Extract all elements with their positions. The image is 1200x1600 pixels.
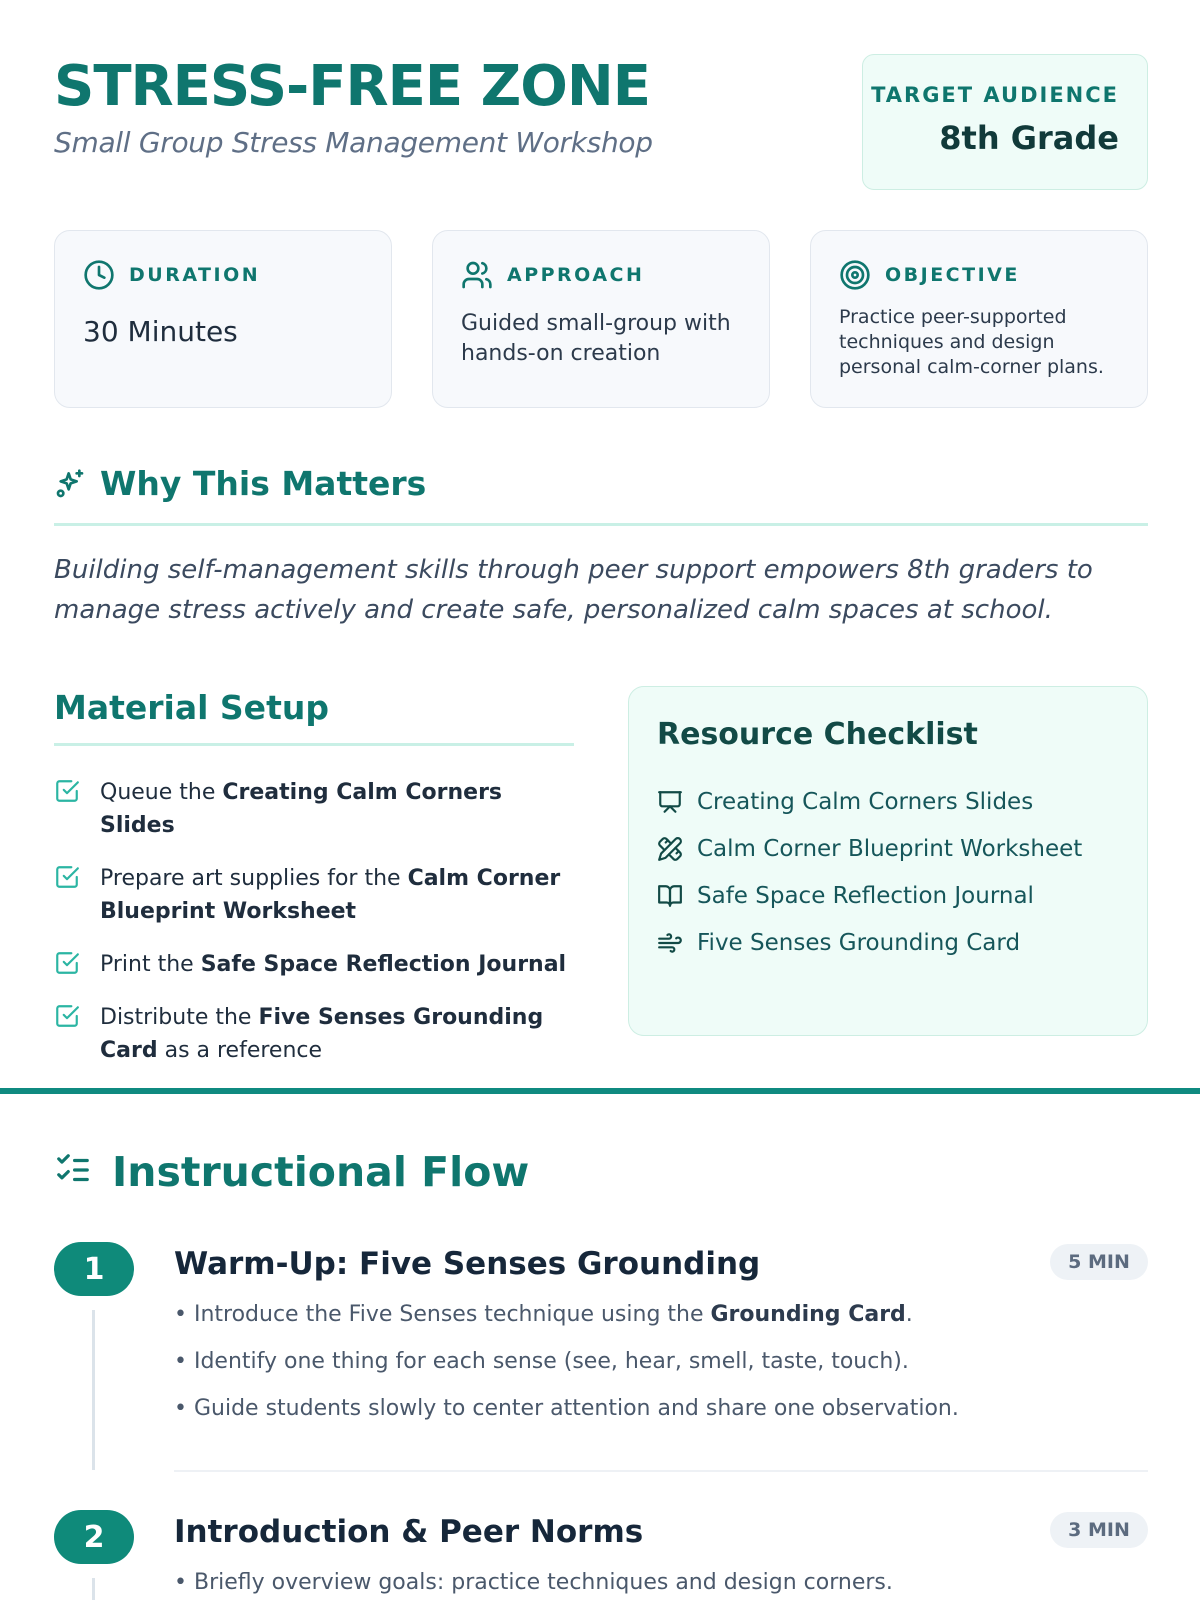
section-divider — [0, 1088, 1200, 1094]
approach-card — [432, 230, 770, 408]
list-item: Print the Safe Space Reflection Journal — [54, 948, 574, 981]
step-number-badge: 1 — [54, 1242, 134, 1296]
objective-label: OBJECTIVE — [885, 264, 1020, 286]
why-title: Why This Matters — [100, 464, 427, 503]
target-audience-value: 8th Grade — [939, 119, 1119, 157]
material-setup — [54, 688, 574, 1087]
resource-list — [657, 778, 1119, 966]
objective-value: Practice peer-supported techniques and design personal calm-corner plans. — [839, 306, 1104, 378]
flow-title: Instructional Flow — [112, 1148, 530, 1196]
duration-value: 30 Minutes — [83, 315, 238, 348]
material-title: Material Setup — [54, 688, 574, 746]
list-item: Distribute the Five Senses Grounding Card as a reference — [54, 1001, 574, 1067]
page-title: STRESS-FREE ZONE — [54, 54, 651, 119]
why-section-header — [54, 462, 1148, 526]
step-bullets — [174, 1300, 1148, 1441]
checkbox-icon — [54, 950, 80, 976]
step-connector — [92, 1310, 95, 1470]
target-icon — [839, 259, 871, 291]
checkbox-icon — [54, 864, 80, 890]
step-connector — [92, 1578, 95, 1600]
header — [54, 54, 1148, 192]
list-item: • Identify one thing for each sense (see, hear, smell, taste, touch). — [174, 1349, 909, 1374]
flow-header — [54, 1148, 529, 1196]
step-separator — [174, 1470, 1148, 1472]
objective-card — [810, 230, 1148, 408]
checkbox-icon — [54, 1003, 80, 1029]
approach-value: Guided small-group with hands-on creation — [461, 311, 731, 366]
list-item: Calm Corner Blueprint Worksheet — [657, 825, 1119, 872]
step-title: Introduction & Peer Norms — [174, 1514, 644, 1550]
users-icon — [461, 259, 493, 291]
step-number-badge: 2 — [54, 1510, 134, 1564]
step-duration-badge: 3 MIN — [1050, 1512, 1148, 1548]
list-item: • Guide students slowly to center attention and share one observation. — [174, 1396, 959, 1421]
duration-label: DURATION — [129, 264, 261, 286]
presentation-icon — [657, 789, 683, 815]
list-item: • Briefly overview goals: practice techniques and design corners. — [174, 1570, 893, 1595]
step-duration-badge: 5 MIN — [1050, 1244, 1148, 1280]
flow-step-1 — [54, 1242, 1148, 1472]
list-item: Five Senses Grounding Card — [657, 919, 1119, 966]
book-open-icon — [657, 883, 683, 909]
sparkles-icon — [54, 468, 86, 504]
list-item: • Introduce the Five Senses technique using the Grounding Card. — [174, 1302, 913, 1327]
resource-checklist — [628, 686, 1148, 1036]
info-cards — [54, 230, 1148, 408]
resource-title: Resource Checklist — [657, 717, 978, 752]
list-item: Prepare art supplies for the Calm Corner Blueprint Worksheet — [54, 862, 574, 928]
page-subtitle: Small Group Stress Management Workshop — [54, 126, 653, 159]
list-item: Queue the Creating Calm Corners Slides — [54, 776, 574, 842]
clock-icon — [83, 259, 115, 291]
approach-label: APPROACH — [507, 264, 645, 286]
checkbox-icon — [54, 778, 80, 804]
target-audience-box — [862, 54, 1148, 190]
list-item: Creating Calm Corners Slides — [657, 778, 1119, 825]
list-item: Safe Space Reflection Journal — [657, 872, 1119, 919]
pencil-ruler-icon — [657, 836, 683, 862]
flow-step-2 — [54, 1510, 1148, 1600]
duration-card — [54, 230, 392, 408]
target-audience-label: TARGET AUDIENCE — [871, 83, 1119, 107]
step-bullets — [174, 1568, 1148, 1600]
list-checks-icon — [54, 1151, 92, 1193]
wind-icon — [657, 930, 683, 956]
why-text: Building self-management skills through peer support empowers 8th graders to manage stress actively and create safe, personalized calm spaces at school. — [54, 555, 1093, 625]
step-title: Warm-Up: Five Senses Grounding — [174, 1246, 761, 1282]
material-list — [54, 776, 574, 1067]
